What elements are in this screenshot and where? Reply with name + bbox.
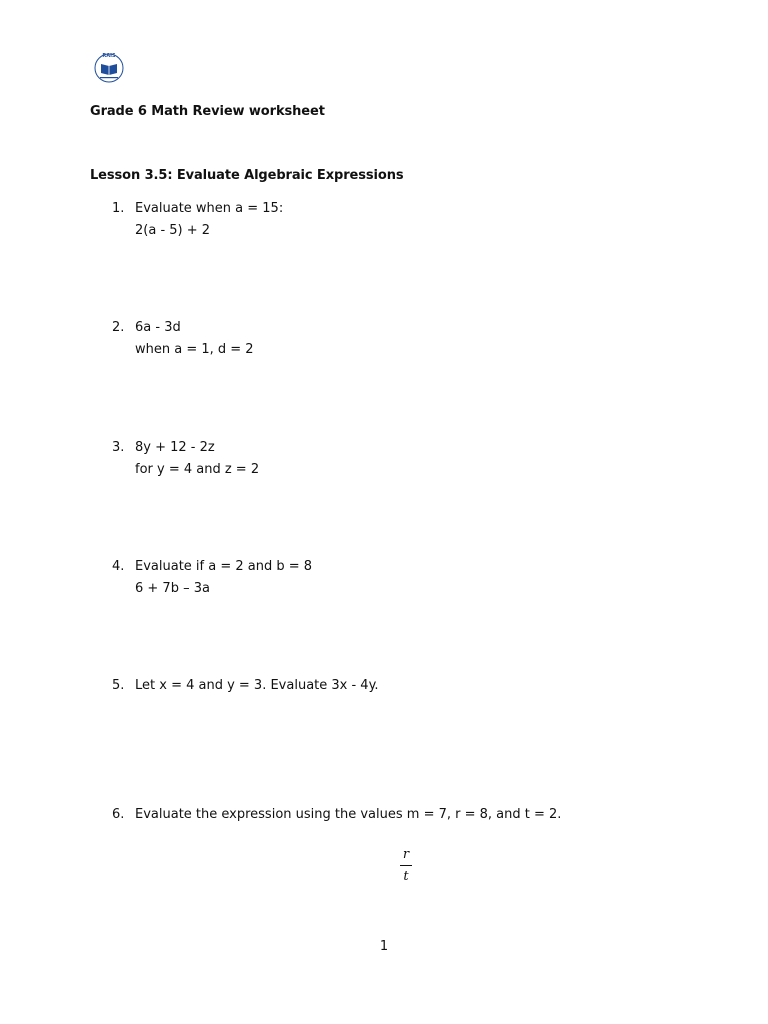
fraction-numerator: r <box>402 847 410 862</box>
question-number: 2. <box>112 320 125 335</box>
question-prompt: Evaluate when a = 15: <box>135 201 284 216</box>
worksheet-title: Grade 6 Math Review worksheet <box>90 104 325 119</box>
question-number: 4. <box>112 559 125 574</box>
logo-lettering: RAIS <box>102 53 116 59</box>
question-1 <box>112 198 283 242</box>
question-expression: 6a - 3d <box>135 320 181 335</box>
question-values: for y = 4 and z = 2 <box>135 462 260 477</box>
question-2 <box>112 317 254 361</box>
fraction-bar <box>400 865 412 866</box>
question-prompt: Evaluate if a = 2 and b = 8 <box>135 559 313 574</box>
question-3 <box>112 437 259 481</box>
question-values: when a = 1, d = 2 <box>135 342 254 357</box>
question-4 <box>112 556 312 600</box>
question-prompt: Evaluate the expression using the values m = 7, r = 8, and t = 2. <box>135 807 562 822</box>
question-number: 5. <box>112 678 125 693</box>
question-prompt: Let x = 4 and y = 3. Evaluate 3x - 4y. <box>135 678 379 693</box>
question-5 <box>112 675 379 697</box>
fraction-expression <box>396 846 416 886</box>
page-number: 1 <box>379 939 389 954</box>
fraction-denominator: t <box>403 869 409 884</box>
question-6 <box>112 804 561 826</box>
question-expression: 2(a - 5) + 2 <box>135 223 211 238</box>
question-number: 6. <box>112 807 125 822</box>
question-number: 1. <box>112 201 125 216</box>
question-expression: 8y + 12 - 2z <box>135 440 215 455</box>
lesson-heading: Lesson 3.5: Evaluate Algebraic Expressions <box>90 168 404 183</box>
question-expression: 6 + 7b – 3a <box>135 581 210 596</box>
question-number: 3. <box>112 440 125 455</box>
logo-icon <box>92 50 126 84</box>
school-logo <box>92 50 126 84</box>
